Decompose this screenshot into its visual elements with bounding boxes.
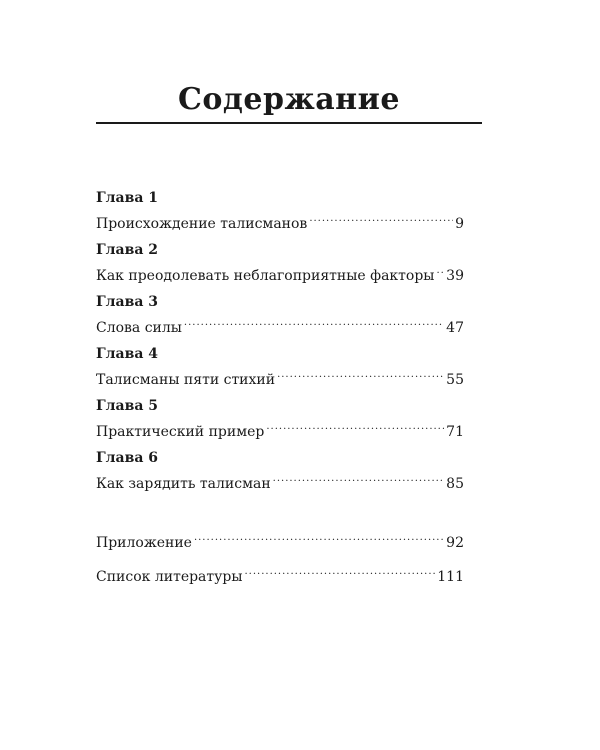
chapter-label: Глава 4 (96, 346, 159, 362)
toc-entry-bibliography[interactable] (96, 560, 464, 585)
entry-title: Талисманы пяти стихий (96, 372, 276, 388)
toc-chapter-2 (96, 241, 464, 284)
page-number: 92 (446, 535, 464, 551)
dot-leader (436, 259, 444, 280)
toc-entry[interactable] (96, 467, 464, 492)
toc-entry[interactable] (96, 415, 464, 440)
entry-title: Как зарядить талисман (96, 476, 271, 492)
toc-chapter-1 (96, 189, 464, 232)
toc-entry[interactable] (96, 259, 464, 284)
page-number: 71 (446, 424, 464, 440)
page-number: 111 (437, 569, 464, 585)
chapter-label: Глава 6 (96, 450, 159, 466)
dot-leader (194, 526, 444, 547)
dot-leader (184, 311, 444, 332)
toc-entry[interactable] (96, 363, 464, 388)
entry-title: Список литературы (96, 569, 243, 585)
chapter-label: Глава 1 (96, 190, 159, 206)
page-number: 55 (446, 372, 464, 388)
page-number: 47 (446, 320, 464, 336)
dot-leader (245, 560, 436, 581)
chapter-label: Глава 3 (96, 294, 159, 310)
entry-title: Происхождение талисманов (96, 216, 308, 232)
page-title: Содержание (178, 82, 400, 117)
chapter-label: Глава 2 (96, 242, 159, 258)
title-underline (96, 122, 482, 124)
chapter-label: Глава 5 (96, 398, 159, 414)
toc-chapter-6 (96, 449, 464, 492)
toc-entry[interactable] (96, 207, 464, 232)
toc-bibliography (96, 560, 464, 585)
dot-leader (277, 363, 444, 384)
page-number: 85 (446, 476, 464, 492)
toc-entry-appendix[interactable] (96, 526, 464, 551)
dot-leader (266, 415, 444, 436)
entry-title: Приложение (96, 535, 192, 551)
page-number: 9 (455, 216, 464, 232)
entry-title: Практический пример (96, 424, 265, 440)
toc-chapter-4 (96, 345, 464, 388)
entry-title: Как преодолевать неблагоприятные факторы (96, 268, 435, 284)
dot-leader (273, 467, 445, 488)
dot-leader (309, 207, 453, 228)
toc-chapter-5 (96, 397, 464, 440)
toc-list (96, 189, 464, 501)
entry-title: Слова силы (96, 320, 182, 336)
toc-chapter-3 (96, 293, 464, 336)
page-number: 39 (446, 268, 464, 284)
toc-appendix (96, 526, 464, 551)
toc-entry[interactable] (96, 311, 464, 336)
